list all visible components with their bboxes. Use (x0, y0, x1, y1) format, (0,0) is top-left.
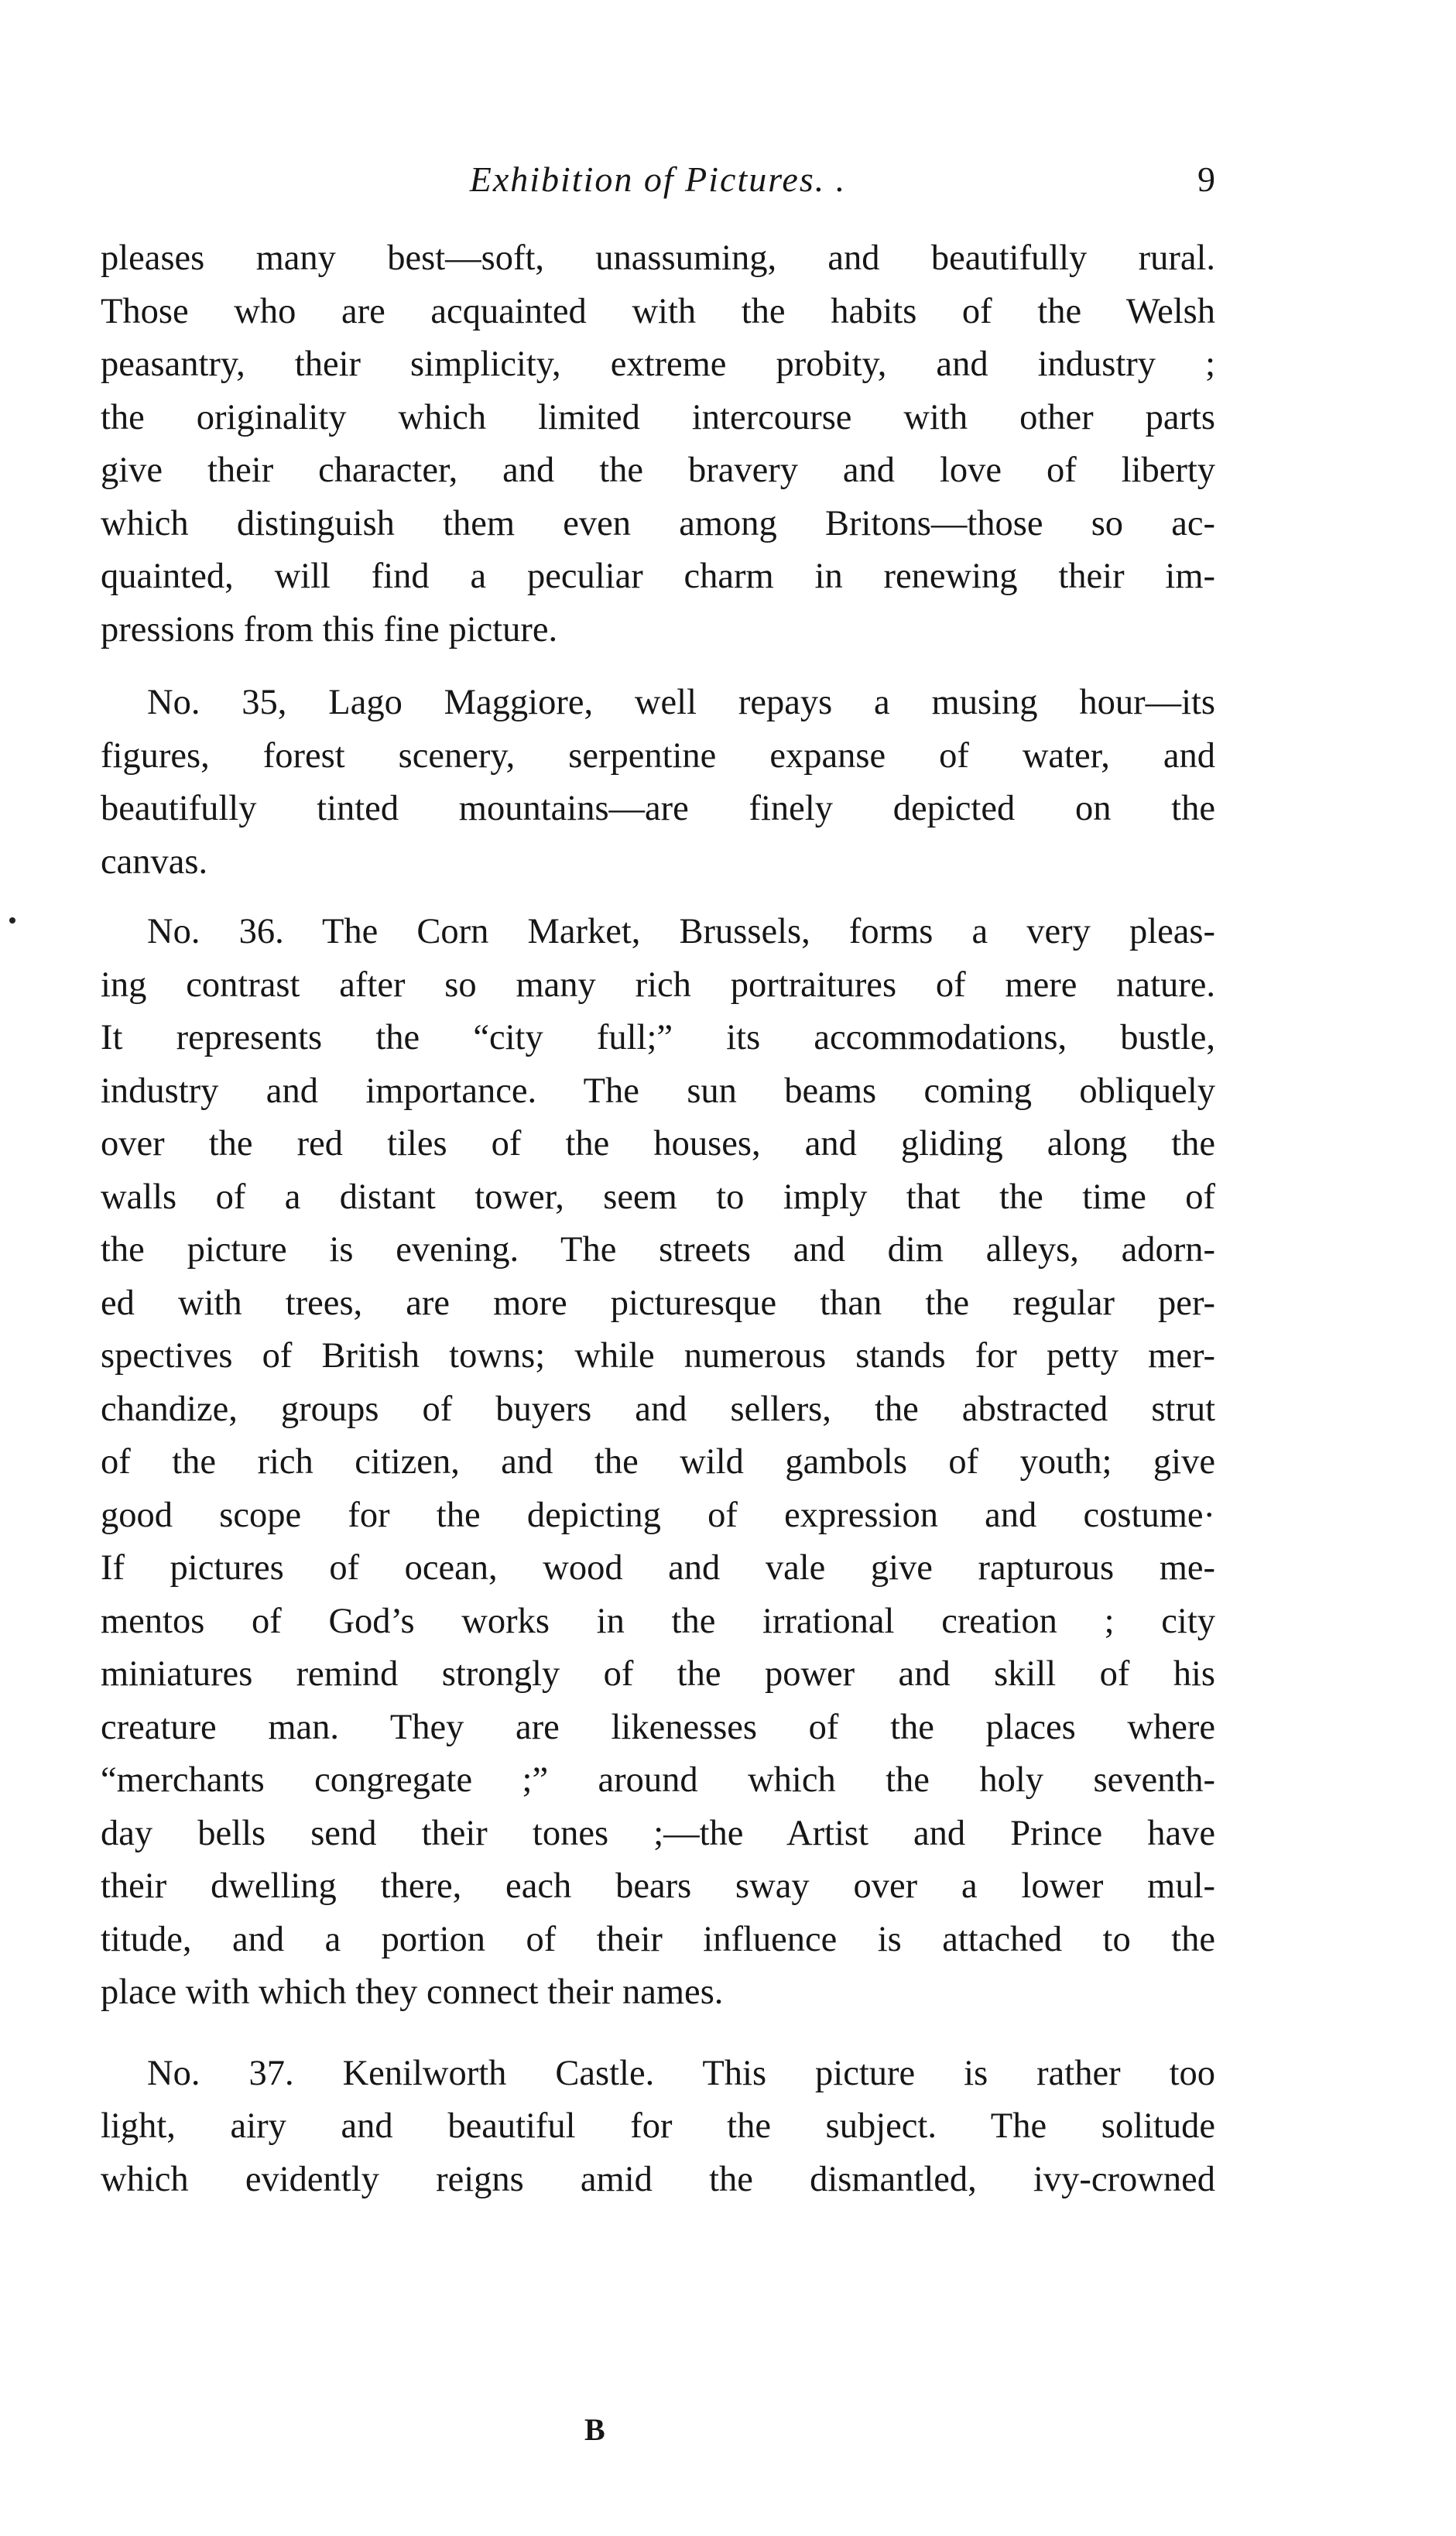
text-line: If pictures of ocean, wood and vale give rapturous me- (101, 1548, 1215, 1588)
text-line: chandize, groups of buyers and sellers, the abstracted strut (101, 1389, 1215, 1429)
text-line: which evidently reigns amid the dismantled, ivy-crowned (101, 2159, 1215, 2199)
paragraph-no-36 (101, 906, 1215, 2020)
text-line: their dwelling there, each bears sway over a lower mul- (101, 1866, 1215, 1906)
text-line: pressions from this fine picture. (101, 609, 558, 649)
text-line: the picture is evening. The streets and dim alleys, adorn- (101, 1230, 1215, 1270)
running-title: Exhibition of Pictures. . (469, 159, 847, 199)
text-line: No. 37. Kenilworth Castle. This picture is rather too (147, 2053, 1215, 2093)
paragraph-no-37 (101, 2048, 1215, 2207)
text-line: beautifully tinted mountains—are finely depicted on the (101, 789, 1215, 828)
text-line: day bells send their tones ;—the Artist and Prince have (101, 1813, 1215, 1853)
text-line: mentos of God’s works in the irrational creation ; city (101, 1601, 1215, 1641)
text-line: canvas. (101, 841, 208, 882)
text-line: the originality which limited intercourse with other parts (101, 397, 1215, 437)
text-line: industry and importance. The sun beams coming obliquely (101, 1071, 1215, 1111)
text-line: good scope for the depicting of expression and costume· (101, 1495, 1215, 1535)
text-line: No. 36. The Corn Market, Brussels, forms a very pleas- (147, 912, 1215, 951)
text-line: It represents the “city full;” its accommodations, bustle, (101, 1018, 1215, 1057)
text-line: peasantry, their simplicity, extreme probity, and industry ; (101, 344, 1215, 384)
text-line: spectives of British towns; while numerous stands for petty mer- (101, 1336, 1215, 1376)
text-line: quainted, will find a peculiar charm in renewing their im- (101, 557, 1215, 596)
text-line: walls of a distant tower, seem to imply that the time of (101, 1177, 1215, 1217)
text-line: which distinguish them even among Britons—those so ac- (101, 503, 1215, 543)
text-line: figures, forest scenery, serpentine expanse of water, and (101, 735, 1215, 776)
body-text (101, 232, 1215, 2206)
text-line: give their character, and the bravery and love of liberty (101, 451, 1215, 490)
paragraph-no-35 (101, 677, 1215, 889)
paragraph-welsh-peasantry (101, 232, 1215, 656)
text-line: ing contrast after so many rich portraitures of mere nature. (101, 965, 1215, 1005)
text-line: pleases many best—soft, unassuming, and beautifully rural. (101, 238, 1215, 278)
text-line: titude, and a portion of their influence is attached to the (101, 1919, 1215, 1959)
text-line: “merchants congregate ;” around which the holy seventh- (101, 1760, 1215, 1800)
text-line: creature man. They are likenesses of the places where (101, 1707, 1215, 1747)
running-header (101, 159, 1215, 205)
text-line: place with which they connect their names. (101, 1972, 724, 2012)
page-number: 9 (1197, 159, 1215, 199)
ink-speck (9, 917, 15, 924)
signature-mark: B (584, 2412, 605, 2447)
text-line: miniatures remind strongly of the power and skill of his (101, 1654, 1215, 1694)
text-line: of the rich citizen, and the wild gambols of youth; give (101, 1442, 1215, 1482)
text-line: ed with trees, are more picturesque than the regular per- (101, 1283, 1215, 1323)
text-line: Those who are acquainted with the habits of the Welsh (101, 291, 1215, 331)
text-line: No. 35, Lago Maggiore, well repays a musing hour—its (147, 683, 1215, 722)
text-line: light, airy and beautiful for the subject. The solitude (101, 2106, 1215, 2146)
text-line: over the red tiles of the houses, and gliding along the (101, 1124, 1215, 1163)
